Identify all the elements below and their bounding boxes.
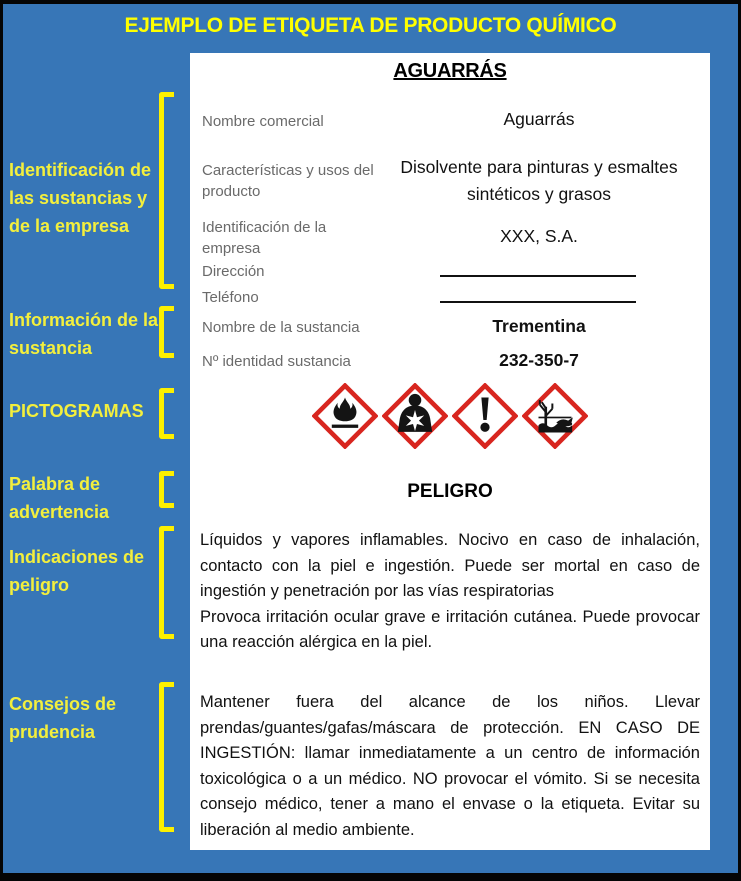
chemical-label-card: [190, 53, 710, 850]
section-label-hazard-statements: Indicaciones de peligro: [9, 547, 145, 595]
ghs-health-hazard-pictogram-icon: [382, 383, 448, 449]
field-value-empresa: XXX, S.A.: [500, 226, 578, 246]
pictogram-row: [190, 383, 710, 449]
signal-word: PELIGRO: [407, 481, 493, 502]
product-title: AGUARRÁS: [393, 60, 507, 82]
section-label-signal-word: Palabra de advertencia: [9, 474, 110, 522]
field-value-nombre-comercial: Aguarrás: [503, 109, 575, 129]
ghs-exclamation-pictogram-icon: [452, 383, 518, 449]
field-label-telefono: Teléfono: [202, 289, 259, 306]
field-label-direccion: Dirección: [202, 263, 265, 280]
section-label-precautionary: Consejos de prudencia: [9, 694, 117, 742]
blank-line-telefono: [440, 300, 636, 303]
hazard-statement-1: Líquidos y vapores inflamables. Nocivo en caso de inhalación, contacto con la piel e ingestión. Puede ser mortal en caso de ingestión y penetración por las vías respiratorias: [200, 531, 700, 600]
precautionary-statement: Mantener fuera del alcance de los niños. Llevar prendas/guantes/gafas/máscara de protección. EN CASO DE INGESTIÓN: llamar inmediatamente a un centro de información toxicológica o a un médico. NO provocar el vómito. Si se necesita consejo médico, tener a mano el envase o la etiqueta. Evitar su liberación al medio ambiente.: [200, 693, 700, 839]
field-value-numero-identidad: 232-350-7: [499, 350, 579, 370]
hazard-statement-2: Provoca irritación ocular grave e irritación cutánea. Puede provocar una reacción alérgica en la piel.: [200, 607, 700, 651]
section-label-identification: Identificación de las sustancias y de la empresa: [9, 160, 152, 236]
section-label-substance-info: Información de la sustancia: [9, 310, 159, 358]
blank-line-direccion: [440, 274, 636, 277]
field-label-caracteristicas: Características y usos del producto: [202, 162, 374, 200]
field-label-empresa: Identificación de la empresa: [202, 219, 327, 257]
ghs-environment-pictogram-icon: [522, 383, 588, 449]
ghs-flame-pictogram-icon: [312, 383, 378, 449]
bracket-signal-word: [159, 471, 174, 508]
bracket-precautionary: [159, 682, 174, 832]
bracket-hazard-statements: [159, 526, 174, 639]
bracket-substance-info: [159, 306, 174, 358]
bracket-pictograms: [159, 388, 174, 439]
field-value-caracteristicas: Disolvente para pinturas y esmaltes sintéticos y grasos: [400, 157, 678, 204]
page-title: EJEMPLO DE ETIQUETA DE PRODUCTO QUÍMICO: [124, 14, 617, 37]
field-label-nombre-comercial: Nombre comercial: [202, 113, 324, 130]
bracket-identification: [159, 92, 174, 289]
field-label-nombre-sustancia: Nombre de la sustancia: [202, 319, 360, 336]
field-value-nombre-sustancia: Trementina: [492, 316, 586, 336]
section-label-pictograms: PICTOGRAMAS: [9, 401, 144, 421]
field-label-numero-identidad: Nº identidad sustancia: [202, 353, 351, 370]
hazard-statements: [200, 528, 700, 656]
precautionary-statements: [200, 690, 700, 843]
